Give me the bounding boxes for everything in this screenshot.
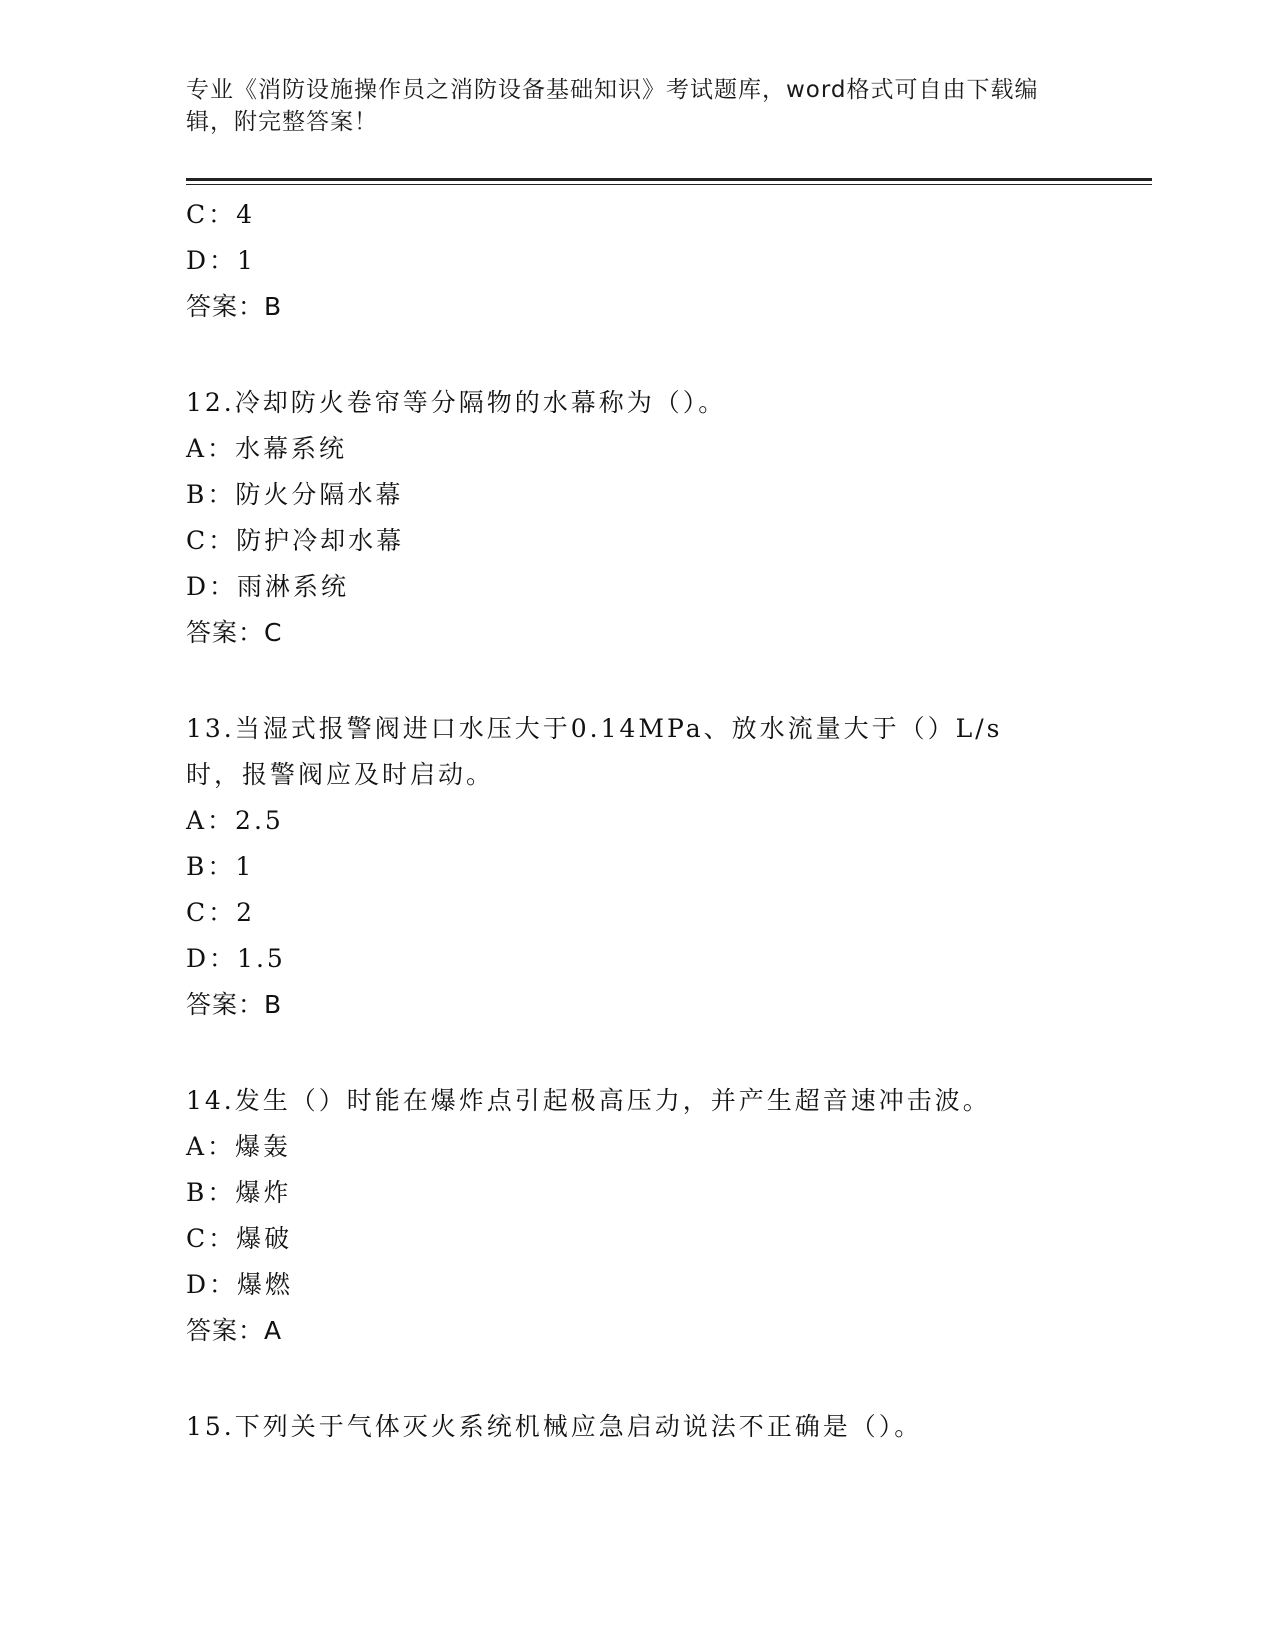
question-13 xyxy=(186,706,1152,1028)
answer-line: 答案：B xyxy=(186,292,283,321)
option-a: A：爆轰 xyxy=(186,1132,292,1161)
option-b: B：1 xyxy=(186,852,255,881)
option-d: D：爆燃 xyxy=(186,1270,294,1299)
option-b: B：防火分隔水幕 xyxy=(186,480,404,509)
option-a: A：2.5 xyxy=(186,806,284,835)
option-c: C：4 xyxy=(186,200,256,229)
question-15 xyxy=(186,1404,1152,1450)
question-12 xyxy=(186,380,1152,656)
question-14 xyxy=(186,1078,1152,1354)
option-d: D：雨淋系统 xyxy=(186,572,350,601)
question-stem: 12.冷却防火卷帘等分隔物的水幕称为（）。 xyxy=(186,388,727,417)
option-c: C：防护冷却水幕 xyxy=(186,526,405,555)
option-c: C：2 xyxy=(186,898,256,927)
answer-line: 答案：A xyxy=(186,1316,283,1345)
page-header: 专业《消防设施操作员之消防设备基础知识》考试题库，word格式可自由下载编辑，附完整答案！ xyxy=(186,77,1039,135)
answer-line: 答案：B xyxy=(186,990,283,1019)
option-b: B：爆炸 xyxy=(186,1178,292,1207)
option-d: D：1.5 xyxy=(186,944,286,973)
question-11-fragment xyxy=(186,192,1152,330)
header-divider-thick xyxy=(186,178,1152,181)
question-stem: 15.下列关于气体灭火系统机械应急启动说法不正确是（）。 xyxy=(186,1412,923,1441)
option-a: A：水幕系统 xyxy=(186,434,348,463)
question-stem: 14.发生（）时能在爆炸点引起极高压力，并产生超音速冲击波。 xyxy=(186,1086,991,1115)
header-divider-thin xyxy=(186,184,1152,185)
answer-line: 答案：C xyxy=(186,618,283,647)
option-c: C：爆破 xyxy=(186,1224,293,1253)
question-list xyxy=(186,192,1152,1450)
option-d: D：1 xyxy=(186,246,256,275)
question-stem: 13.当湿式报警阀进口水压大于0.14MPa、放水流量大于（）L/s时，报警阀应及时启动。 xyxy=(186,714,1003,789)
